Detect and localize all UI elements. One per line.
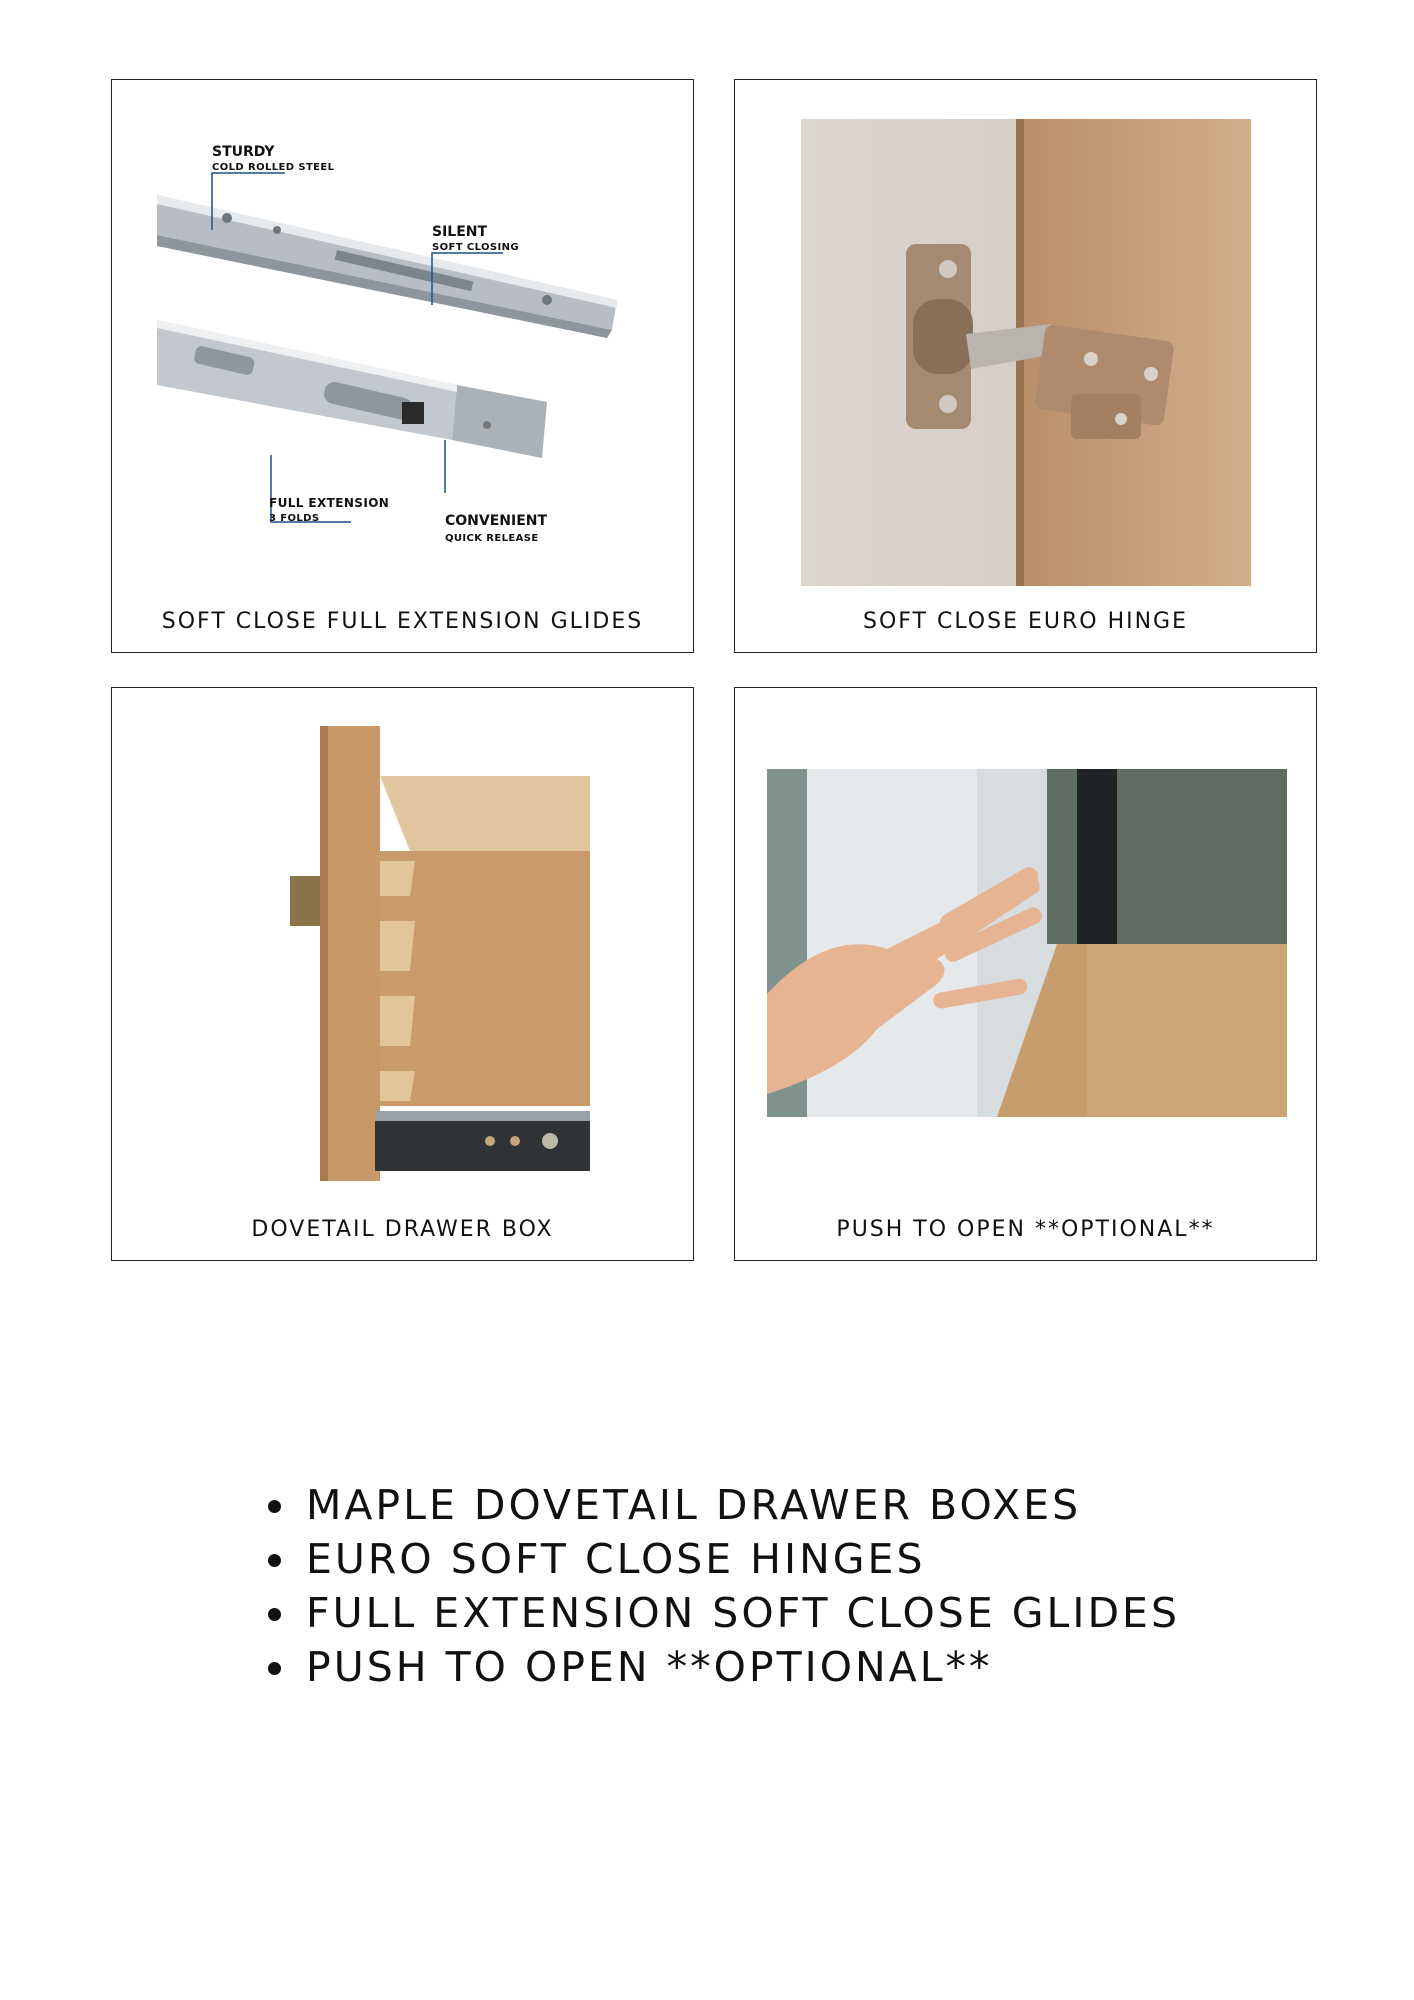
feature-item: • FULL EXTENSION SOFT CLOSE GLIDES [300, 1586, 1180, 1640]
dovetail-card [111, 687, 694, 1261]
hinge-mount-plate [906, 244, 973, 429]
drawer-glides-image [157, 140, 637, 560]
feature-item: • MAPLE DOVETAIL DRAWER BOXES [300, 1478, 1180, 1532]
hinge-card [734, 79, 1317, 653]
hinge-caption: SOFT CLOSE EURO HINGE [862, 609, 1189, 634]
push-caption: PUSH TO OPEN **OPTIONAL** [836, 1217, 1215, 1242]
callout-full-extension-sub: 3 FOLDS [269, 513, 320, 524]
glides-card [111, 79, 694, 653]
push-card [734, 687, 1317, 1261]
callout-silent: SILENT [432, 224, 488, 240]
euro-hinge-image [801, 119, 1251, 586]
feature-list [250, 1478, 1180, 1694]
glides-caption: SOFT CLOSE FULL EXTENSION GLIDES [161, 609, 644, 634]
feature-item: • PUSH TO OPEN **OPTIONAL** [300, 1640, 1180, 1694]
callout-sturdy: STURDY [212, 144, 275, 160]
dovetail-caption: DOVETAIL DRAWER BOX [251, 1217, 554, 1242]
upper-glide-rail [157, 195, 617, 338]
callout-convenient: CONVENIENT [445, 513, 548, 529]
callout-sturdy-sub: COLD ROLLED STEEL [212, 162, 335, 173]
dovetail-drawer-image [290, 726, 590, 1181]
callout-convenient-sub: QUICK RELEASE [445, 533, 539, 544]
feature-item: • EURO SOFT CLOSE HINGES [300, 1532, 1180, 1586]
callout-full-extension: FULL EXTENSION [269, 496, 390, 510]
lower-glide-rail [157, 320, 547, 458]
callout-silent-sub: SOFT CLOSING [432, 242, 519, 253]
push-to-open-image [767, 769, 1287, 1117]
